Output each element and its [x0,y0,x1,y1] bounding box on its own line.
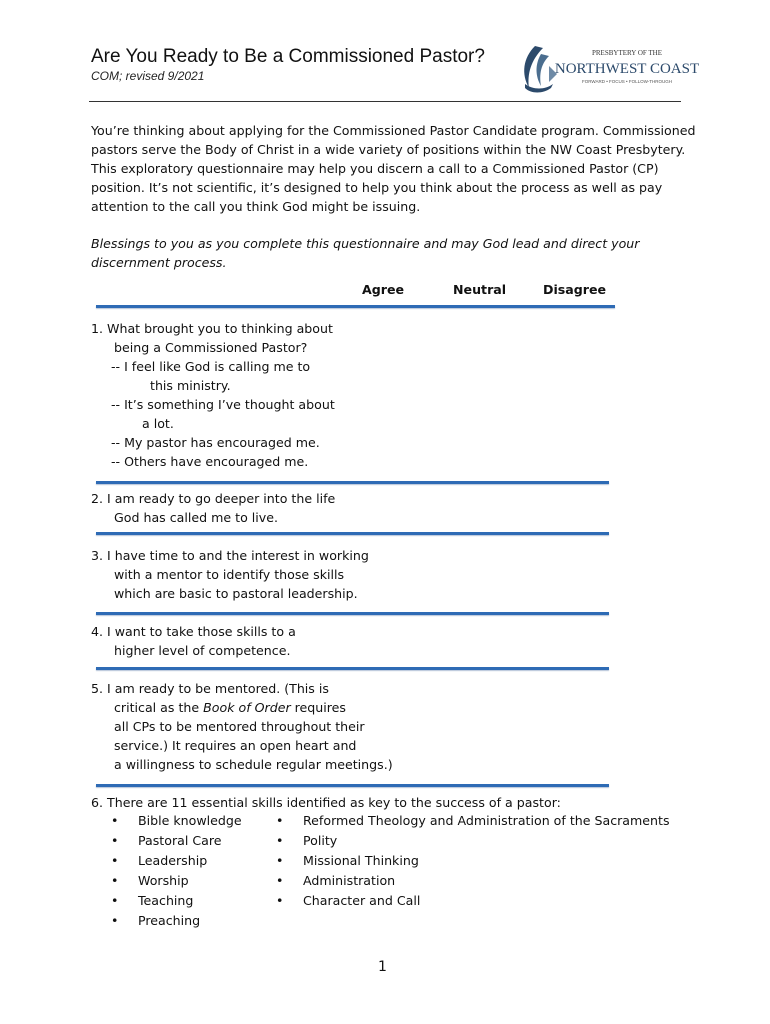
section-divider [96,667,609,670]
section-divider [96,612,609,615]
list-item: • Character and Call [276,893,421,908]
book-of-order-title: Book of Order [203,700,291,715]
column-header-agree: Agree [362,282,405,297]
list-item: • Pastoral Care [111,833,222,848]
list-item: • Worship [111,873,189,888]
list-item: • Reformed Theology and Administration of the Sacraments [276,813,670,828]
list-item: • Missional Thinking [276,853,419,868]
list-item: • Preaching [111,913,201,928]
question-6: 6. There are 11 essential skills identified as key to the success of a pastor: [91,795,561,810]
header-divider [89,101,681,102]
list-item: • Bible knowledge [111,813,242,828]
list-item: • Administration [276,873,396,888]
svg-text:PRESBYTERY OF THE: PRESBYTERY OF THE [591,49,663,57]
section-divider [96,305,615,308]
question-4: 4. I want to take those skills to a higher level of competence. [91,624,296,658]
page-title: Are You Ready to Be a Commissioned Pastor? [91,46,485,67]
presbytery-logo [515,40,700,96]
intro-paragraph: You’re thinking about applying for the Commissioned Pastor Candidate program. Commissioned pastors serve the Body of Christ in a wide variety of positions within the NW Coast Presbytery. This exploratory questionnaire may help you discern a call to a Commissioned Pastor (CP) position. It’s not scientific, it’s designed to help you think about the process as well as pay attention to the call you think God might be issuing. [91,123,696,214]
section-divider [96,481,609,484]
question-3: 3. I have time to and the interest in working with a mentor to identify those skills which are basic to pastoral leadership. [91,548,369,601]
list-item: • Polity [276,833,338,848]
blessing-paragraph: Blessings to you as you complete this questionnaire and may God lead and direct your discernment process. [91,236,640,270]
list-item: • Teaching [111,893,194,908]
skills-list-left [111,811,242,931]
column-header-neutral: Neutral [453,282,507,297]
revision-note: COM; revised 9/2021 [91,69,205,83]
question-2: 2. I am ready to go deeper into the life God has called me to live. [91,491,336,525]
page-number: 1 [378,959,387,975]
list-item: • Leadership [111,853,208,868]
section-divider [96,784,609,787]
sail-icon [524,46,557,93]
svg-text:FORWARD • FOCUS • FOLLOW-THROU: FORWARD • FOCUS • FOLLOW-THROUGH [581,79,673,84]
question-1: 1. What brought you to thinking about being a Commissioned Pastor? -- I feel like God is calling me to this ministry. -- It’s something I’ve thought about a lot. -- My pastor has encouraged me. -- Others have encouraged me. [91,321,335,469]
skills-list-right [276,811,670,911]
section-divider [96,532,609,535]
svg-text:NORTHWEST COAST: NORTHWEST COAST [554,61,700,77]
column-header-disagree: Disagree [543,282,607,297]
question-5: 5. I am ready to be mentored. (This is critical as the Book of Order requires all CPs to be mentored throughout their service.) It requires an open heart and a willingness to schedule regular meetings.) [91,681,393,772]
